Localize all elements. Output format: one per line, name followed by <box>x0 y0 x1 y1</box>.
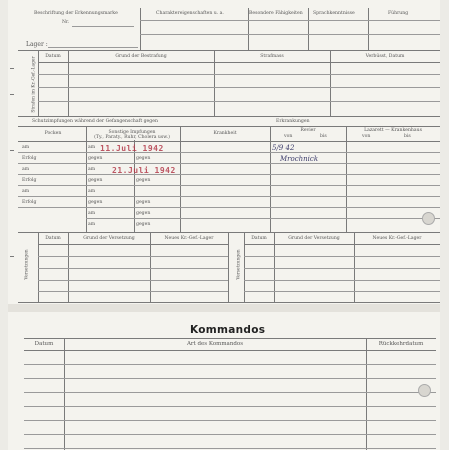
vaccination-stamp-1: 11.Juli 1942 <box>100 144 164 153</box>
illnesses-section-label: Erkrankungen <box>276 119 310 124</box>
illness-entry-signature: Mrochnick <box>280 155 319 163</box>
other-row-1: am <box>88 145 96 150</box>
commands-title: Kommandos <box>190 324 266 336</box>
punishments-col-penalty: Strafmass <box>260 54 284 59</box>
other-vaccinations-label: Sonstige Impfungen <box>108 130 156 135</box>
commands-col-date: Datum <box>34 341 54 347</box>
conduct-label: Führung <box>388 11 409 16</box>
other-row-8: am <box>88 222 96 227</box>
page-fold <box>8 304 440 312</box>
pox-row-6: Erfolg <box>22 200 37 205</box>
pox-row-4: Erfolg <box>22 178 37 183</box>
record-card <box>8 0 440 450</box>
transfers-col-reason-left: Grund der Versetzung <box>83 236 135 241</box>
punishments-col-reason: Grund der Bestrafung <box>115 54 167 59</box>
vaccinations-section-label: Schutzimpfungen während der Gefangenschaft gegen <box>32 119 158 124</box>
pox-row-1: am <box>22 145 30 150</box>
punch-hole-bottom <box>418 384 431 397</box>
illness-entry-date: 5/9 42 <box>272 144 295 152</box>
commands-col-return-date: Rückkehrdatum <box>378 341 424 347</box>
abilities-label: Besondere Fähigkeiten <box>249 11 303 16</box>
pox-label: Pocken <box>44 131 62 136</box>
other-col3-row-2: gegen <box>136 156 151 161</box>
other-col3-row-4: gegen <box>136 178 151 183</box>
pox-row-3: am <box>22 167 30 172</box>
transfers-side-label-left: Versetzungen <box>24 249 30 280</box>
language-label: Sprachkenntnisse <box>313 11 355 16</box>
transfers-col-reason-right: Grund der Versetzung <box>288 236 340 241</box>
pox-row-2: Erfolg <box>22 156 37 161</box>
other-row-2: gegen <box>88 156 103 161</box>
other-row-6: gegen <box>88 200 103 205</box>
commands-col-type: Art des Kommandos <box>186 341 244 347</box>
other-col3-row-7: gegen <box>136 211 151 216</box>
punch-hole-top <box>422 212 435 225</box>
lazarett-bis-label: bis <box>404 134 411 139</box>
other-vaccinations-sub-label: (Ty., Paraty., Ruhr, Cholera usw.) <box>94 135 170 140</box>
other-row-3: am <box>88 167 96 172</box>
illness-col-label: Krankheit <box>213 131 237 136</box>
camp-label: Lager : <box>26 41 48 48</box>
lazarett-col-label: Lazarett — Krankenhaus <box>364 128 422 133</box>
punishments-side-label: Strafen im Kr.-Gef.-Lager <box>31 56 37 113</box>
revier-col-label: Revier <box>300 128 316 133</box>
transfers-col-date-left: Datum <box>45 236 61 241</box>
lazarett-von-label: von <box>362 134 371 139</box>
other-row-5: am <box>88 189 96 194</box>
transfers-col-camp-left: Neues Kr.-Gef.-Lager <box>164 236 214 241</box>
punishments-col-date: Datum <box>45 54 61 59</box>
revier-bis-label: bis <box>320 134 327 139</box>
transfers-col-camp-right: Neues Kr.-Gef.-Lager <box>372 236 422 241</box>
character-label: Charaktereigenschaften u. a. <box>156 11 224 16</box>
recognition-mark-label: Beschriftung der Erkennungsmarke <box>34 11 118 16</box>
transfers-col-date-right: Datum <box>251 236 267 241</box>
vaccination-stamp-2: 21.Juli 1942 <box>112 166 176 175</box>
other-col3-row-8: gegen <box>136 222 151 227</box>
transfers-side-label-right: Versetzungen <box>236 249 242 280</box>
other-row-4: gegen <box>88 178 103 183</box>
other-col3-row-6: gegen <box>136 200 151 205</box>
other-row-7: am <box>88 211 96 216</box>
number-label: Nr. <box>62 20 70 25</box>
punishments-col-served: Verbüsst, Datum <box>365 54 405 59</box>
revier-von-label: von <box>284 134 293 139</box>
pox-row-5: am <box>22 189 30 194</box>
